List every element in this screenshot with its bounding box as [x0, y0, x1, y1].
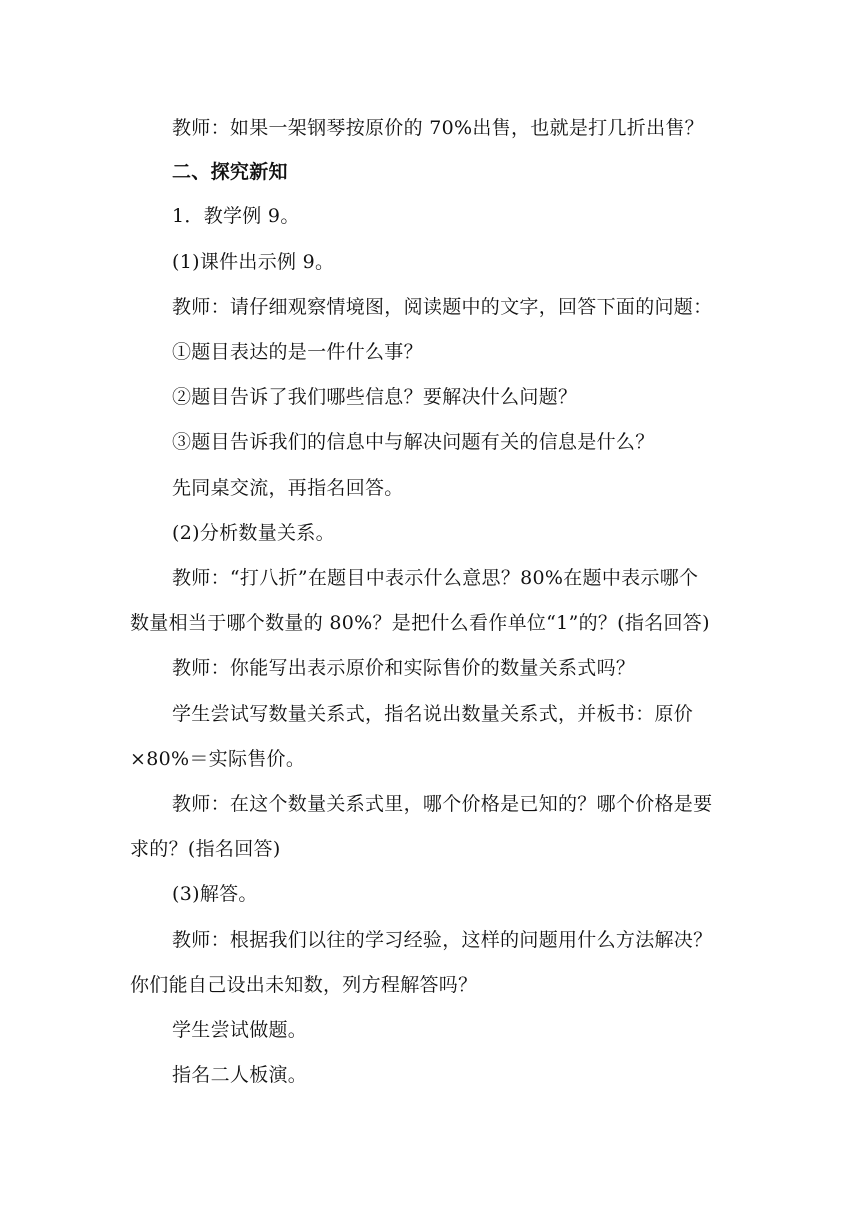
paragraph-line: 教师：你能写出表示原价和实际售价的数量关系式吗？ [172, 657, 636, 679]
paragraph-line: 学生尝试做题。 [172, 1019, 308, 1041]
paragraph-line: (1)课件出示例 9。 [172, 251, 335, 273]
paragraph-line: 你们能自己设出未知数，列方程解答吗？ [130, 974, 478, 996]
paragraph-line: (3)解答。 [172, 883, 258, 905]
paragraph-line: 教师：如果一架钢琴按原价的 70%出售，也就是打几折出售？ [172, 117, 704, 139]
paragraph-line: 数量相当于哪个数量的 80%？是把什么看作单位“1”的？(指名回答) [130, 612, 710, 634]
paragraph-line: (2)分析数量关系。 [172, 522, 335, 544]
paragraph-line: 1．教学例 9。 [172, 205, 300, 227]
paragraph-line: 指名二人板演。 [172, 1064, 308, 1086]
paragraph-line: 教师：根据我们以往的学习经验，这样的问题用什么方法解决？ [172, 929, 713, 951]
paragraph-line: ③题目告诉我们的信息中与解决问题有关的信息是什么？ [172, 431, 655, 453]
paragraph-line: 先同桌交流，再指名回答。 [172, 477, 404, 499]
paragraph-line: 学生尝试写数量关系式，指名说出数量关系式，并板书：原价 [172, 703, 694, 725]
section-heading: 二、探究新知 [172, 161, 288, 183]
paragraph-line: 教师：请仔细观察情境图，阅读题中的文字，回答下面的问题： [172, 296, 713, 318]
paragraph-line: 求的？(指名回答) [130, 838, 281, 860]
paragraph-line: ①题目表达的是一件什么事？ [172, 341, 423, 363]
paragraph-line: 教师：在这个数量关系式里，哪个价格是已知的？哪个价格是要 [172, 793, 713, 815]
paragraph-line: 教师：“打八折”在题目中表示什么意思？80%在题中表示哪个 [172, 567, 699, 589]
paragraph-line: ×80%＝实际售价。 [130, 748, 306, 770]
paragraph-line: ②题目告诉了我们哪些信息？要解决什么问题？ [172, 386, 578, 408]
